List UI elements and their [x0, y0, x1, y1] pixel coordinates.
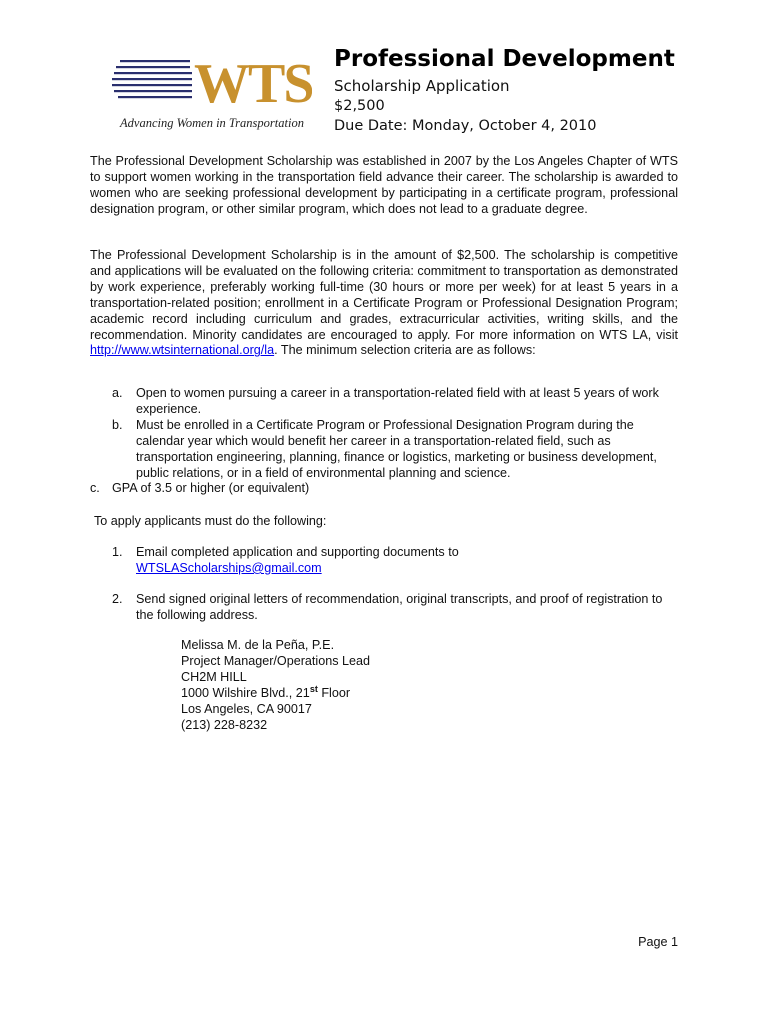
- address-city: Los Angeles, CA 90017: [181, 701, 312, 716]
- address-phone: (213) 228-8232: [181, 717, 268, 732]
- criteria-paragraph: [90, 248, 678, 359]
- list-marker: a.: [112, 386, 123, 400]
- logo-tagline: Advancing Women in Transportation: [120, 116, 304, 130]
- street-ordinal: st: [309, 683, 318, 694]
- mailing-address: [181, 638, 370, 733]
- list-marker: c.: [90, 481, 100, 496]
- list-item: [90, 481, 680, 497]
- list-item-text: GPA of 3.5 or higher (or equivalent): [112, 481, 310, 496]
- logo-letters: WTS: [194, 53, 312, 115]
- address-company: CH2M HILL: [181, 669, 247, 684]
- list-item: [90, 418, 680, 482]
- logo-stripes: [112, 60, 192, 98]
- list-item: [90, 386, 680, 418]
- list-item: [112, 545, 672, 577]
- wts-logo-graphic: [112, 40, 312, 120]
- step-text: Email completed application and supporting documents to: [136, 545, 459, 559]
- address-street: [181, 683, 370, 702]
- address-position: Project Manager/Operations Lead: [181, 653, 371, 668]
- page-subtitle: Scholarship Application: [334, 77, 510, 95]
- wts-logo: [112, 40, 312, 140]
- step-marker: 2.: [112, 592, 123, 606]
- street-text: 1000 Wilshire Blvd., 21: [181, 685, 310, 700]
- page-number: Page 1: [638, 935, 678, 949]
- list-marker: b.: [112, 417, 123, 432]
- apply-instructions-heading: To apply applicants must do the following:: [94, 514, 327, 528]
- address-name: Melissa M. de la Peña, P.E.: [181, 638, 335, 652]
- list-item-text: Must be enrolled in a Certificate Program or Professional Designation Program during the calendar year which would benefit her career in a transportation-related field, such as transportation engineering, planning, finance or logistics, marketing or business development, public relations, or in a field of environmental planning and science.: [136, 417, 657, 480]
- scholarship-email-link[interactable]: WTSLAScholarships@gmail.com: [136, 560, 322, 575]
- page-title: Professional Development: [334, 46, 675, 72]
- document-header: [334, 44, 734, 136]
- street-floor: Floor: [317, 685, 351, 700]
- criteria-paragraph-text: The Professional Development Scholarship is in the amount of $2,500. The scholarship is competitive and applications will be evaluated on the following criteria: commitment to transportation as demonstrated by work experience, preferably working full-time (30 hours or more per week) for at least 5 years in a transportation-related position; enrollment in a Certificate Program or Professional Designation Program; academic record including curriculum and grades, extracurricular activities, writing skills, and the recommendation. Minority candidates are encouraged to apply. For more information on WTS LA, visit: [90, 248, 678, 342]
- intro-paragraph: The Professional Development Scholarship was established in 2007 by the Los Angeles Chapter of WTS to support women working in the transportation field advance their career. The scholarship is awarded to women who are seeking professional development by participating in a certificate program, professional designation program, or other similar program, which does not lead to a graduate degree.: [90, 154, 678, 216]
- scholarship-amount: $2,500: [334, 98, 385, 114]
- step-text: Send signed original letters of recommendation, original transcripts, and proof of registration to the following address.: [136, 592, 663, 622]
- list-item-text: Open to women pursuing a career in a transportation-related field with at least 5 years of work experience.: [136, 386, 659, 416]
- criteria-paragraph-tail: . The minimum selection criteria are as follows:: [274, 343, 536, 358]
- due-date: Due Date: Monday, October 4, 2010: [334, 118, 597, 134]
- list-item: [112, 592, 672, 624]
- criteria-list: [90, 386, 680, 497]
- wts-la-link[interactable]: http://www.wtsinternational.org/la: [90, 343, 275, 358]
- step-marker: 1.: [112, 545, 123, 559]
